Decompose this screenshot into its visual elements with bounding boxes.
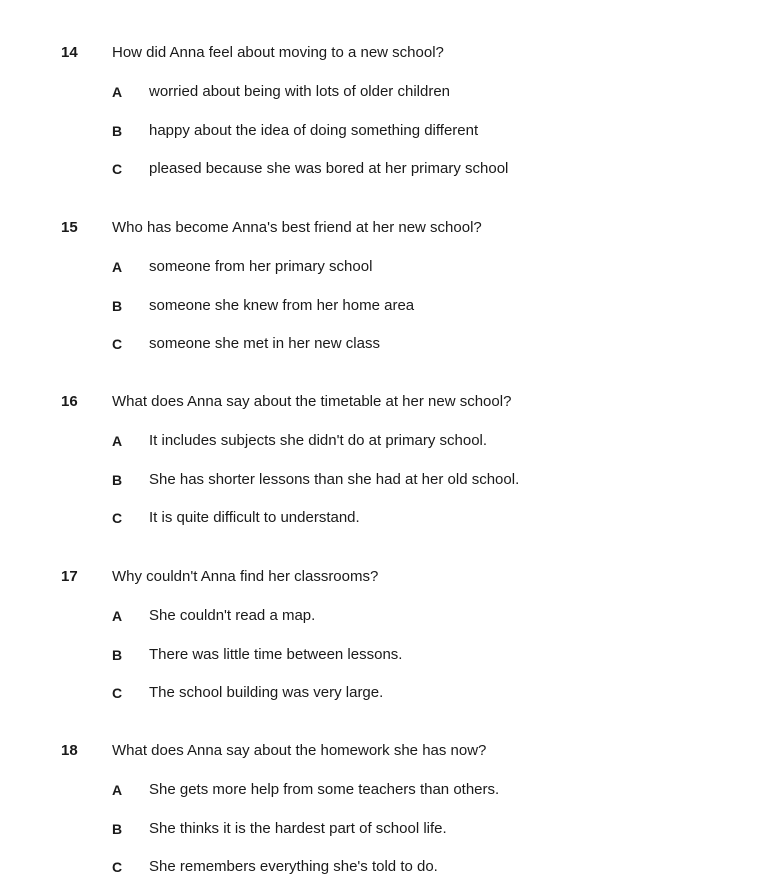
option-letter: A [112, 433, 123, 449]
option-letter: C [112, 510, 123, 526]
option-letter: A [112, 84, 123, 100]
option-text: There was little time between lessons. [149, 646, 403, 663]
option-text: someone she met in her new class [149, 335, 380, 352]
option-text: pleased because she was bored at her primary school [149, 160, 509, 177]
option-text: It includes subjects she didn't do at primary school. [149, 432, 488, 449]
option-letter: B [112, 298, 123, 314]
question-text: Why couldn't Anna find her classrooms? [112, 568, 379, 585]
option-text: The school building was very large. [149, 684, 384, 701]
option-b[interactable] [0, 819, 782, 839]
question-number: 17 [61, 568, 78, 585]
option-letter: B [112, 123, 123, 139]
option-text: She remembers everything she's told to do. [149, 858, 438, 875]
option-text: She gets more help from some teachers than others. [149, 781, 500, 798]
option-c[interactable] [0, 508, 782, 528]
option-letter: B [112, 821, 123, 837]
option-a[interactable] [0, 82, 782, 102]
option-b[interactable] [0, 121, 782, 141]
option-letter: C [112, 161, 123, 177]
question-number: 14 [61, 44, 78, 61]
option-text: worried about being with lots of older children [149, 83, 451, 100]
question-header [0, 218, 782, 238]
option-c[interactable] [0, 857, 782, 877]
option-letter: C [112, 685, 123, 701]
question-header [0, 392, 782, 412]
option-b[interactable] [0, 470, 782, 490]
option-text: someone from her primary school [149, 258, 373, 275]
question-number: 16 [61, 393, 78, 410]
question-header [0, 741, 782, 761]
option-a[interactable] [0, 431, 782, 451]
option-text: She thinks it is the hardest part of school life. [149, 820, 447, 837]
option-text: She couldn't read a map. [149, 607, 316, 624]
option-a[interactable] [0, 257, 782, 277]
question-text: Who has become Anna's best friend at her new school? [112, 219, 482, 236]
question-header [0, 567, 782, 587]
option-letter: C [112, 336, 123, 352]
option-letter: A [112, 782, 123, 798]
option-letter: C [112, 859, 123, 875]
option-letter: B [112, 647, 123, 663]
option-text: happy about the idea of doing something different [149, 122, 479, 139]
option-b[interactable] [0, 296, 782, 316]
option-letter: A [112, 259, 123, 275]
option-letter: B [112, 472, 123, 488]
option-c[interactable] [0, 334, 782, 354]
option-a[interactable] [0, 780, 782, 800]
option-letter: A [112, 608, 123, 624]
option-text: She has shorter lessons than she had at her old school. [149, 471, 520, 488]
question-text: How did Anna feel about moving to a new school? [112, 44, 444, 61]
option-text: someone she knew from her home area [149, 297, 415, 314]
option-c[interactable] [0, 159, 782, 179]
option-b[interactable] [0, 645, 782, 665]
question-text: What does Anna say about the homework she has now? [112, 742, 487, 759]
question-text: What does Anna say about the timetable at her new school? [112, 393, 512, 410]
option-a[interactable] [0, 606, 782, 626]
option-text: It is quite difficult to understand. [149, 509, 360, 526]
question-number: 15 [61, 219, 78, 236]
question-header [0, 43, 782, 63]
option-c[interactable] [0, 683, 782, 703]
question-number: 18 [61, 742, 78, 759]
